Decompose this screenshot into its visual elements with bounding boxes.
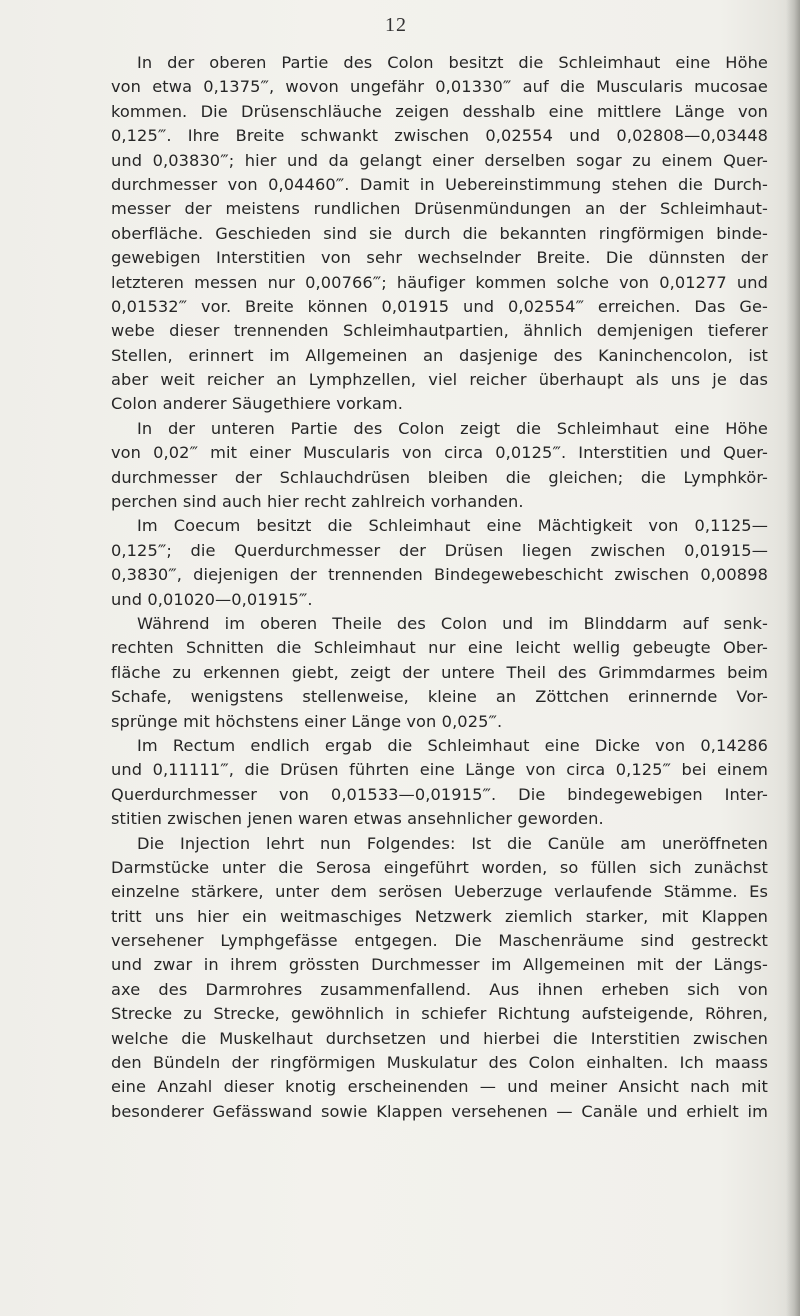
text-line: Während im oberen Theile des Colon und im Blinddarm auf senk- [137,613,768,633]
text-line: axe des Darmrohres zusammenfallend. Aus ihnen erheben sich von [111,979,768,999]
text-line: Im Coecum besitzt die Schleimhaut eine Mächtigkeit von 0,1125— [137,516,768,536]
text-line: 0,01532‴ vor. Breite können 0,01915 und 0,02554‴ erreichen. Das Ge- [111,296,768,316]
text-line: durchmesser von 0,04460‴. Damit in Uebereinstimmung stehen die Durch- [111,174,768,194]
text-line: perchen sind auch hier recht zahlreich vorhanden. [111,492,524,512]
text-line: und 0,11111‴, die Drüsen führten eine Länge von circa 0,125‴ bei einem [111,760,768,780]
text-line: versehener Lymphgefässe entgegen. Die Maschenräume sind gestreckt [111,931,768,951]
text-line: und 0,03830‴; hier und da gelangt einer derselben sogar zu einem Quer- [111,150,768,170]
text-line: rechten Schnitten die Schleimhaut nur eine leicht wellig gebeugte Ober- [111,638,768,658]
text-line: 0,3830‴, diejenigen der trennenden Bindegewebeschicht zwischen 0,00898 [111,565,768,585]
page-edge-shadow [786,0,800,1316]
page-number: 12 [385,14,407,36]
text-line: Querdurchmesser von 0,01533—0,01915‴. Die bindegewebigen Inter- [111,784,768,804]
text-line: sprünge mit höchstens einer Länge von 0,025‴. [111,711,503,731]
text-line: In der oberen Partie des Colon besitzt die Schleimhaut eine Höhe [137,53,768,72]
text-line: und 0,01020—0,01915‴. [111,589,313,609]
text-line: den Bündeln der ringförmigen Muskulatur des Colon einhalten. Ich maass [111,1053,768,1073]
text-line: aber weit reicher an Lymphzellen, viel reicher überhaupt als uns je das [111,370,768,390]
text-line: stitien zwischen jenen waren etwas ansehnlicher geworden. [111,809,604,829]
text-line: Stellen, erinnert im Allgemeinen an dasjenige des Kaninchencolon, ist [111,345,768,365]
text-line: welche die Muskelhaut durchsetzen und hierbei die Interstitien zwischen [111,1028,768,1048]
text-line: letzteren messen nur 0,00766‴; häufiger kommen solche von 0,01277 und [111,272,768,292]
text-line: von etwa 0,1375‴, wovon ungefähr 0,01330‴ auf die Muscularis mucosae [111,77,768,97]
text-line: Colon anderer Säugethiere vorkam. [111,394,404,414]
text-line: durchmesser der Schlauchdrüsen bleiben die gleichen; die Lymphkör- [111,467,768,487]
body-text [111,51,768,1124]
text-line: 0,125‴; die Querdurchmesser der Drüsen liegen zwischen 0,01915— [111,540,768,560]
text-line: Die Injection lehrt nun Folgendes: Ist die Canüle am uneröffneten [137,833,768,853]
text-line: webe dieser trennenden Schleimhautpartien, ähnlich demjenigen tieferer [111,321,768,341]
text-line: kommen. Die Drüsenschläuche zeigen desshalb eine mittlere Länge von [111,101,768,121]
text-line: eine Anzahl dieser knotig erscheinenden — und meiner Ansicht nach mit [111,1077,768,1097]
text-line: messer der meistens rundlichen Drüsenmündungen an der Schleimhaut- [111,199,768,219]
text-line: fläche zu erkennen giebt, zeigt der untere Theil des Grimmdarmes beim [111,662,768,682]
text-line: tritt uns hier ein weitmaschiges Netzwerk ziemlich starker, mit Klappen [111,906,768,926]
text-line: Strecke zu Strecke, gewöhnlich in schiefer Richtung aufsteigende, Röhren, [111,1004,768,1024]
text-line: In der unteren Partie des Colon zeigt die Schleimhaut eine Höhe [137,418,768,438]
text-line: 0,125‴. Ihre Breite schwankt zwischen 0,02554 und 0,02808—0,03448 [111,126,768,146]
text-line: besonderer Gefässwand sowie Klappen versehenen — Canäle und erhielt im [111,1101,768,1121]
text-line: gewebigen Interstitien von sehr wechselnder Breite. Die dünnsten der [111,248,768,268]
text-line: oberfläche. Geschieden sind sie durch die bekannten ringförmigen binde- [111,223,768,243]
text-line: Im Rectum endlich ergab die Schleimhaut eine Dicke von 0,14286 [137,735,768,755]
text-line: und zwar in ihrem grössten Durchmesser im Allgemeinen mit der Längs- [111,955,768,975]
text-line: Schafe, wenigstens stellenweise, kleine an Zöttchen erinnernde Vor- [111,687,768,707]
text-line: einzelne stärkere, unter dem serösen Ueberzuge verlaufende Stämme. Es [111,882,768,902]
text-line: Darmstücke unter die Serosa eingeführt worden, so füllen sich zunächst [111,857,768,877]
text-line: von 0,02‴ mit einer Muscularis von circa 0,0125‴. Interstitien und Quer- [111,443,768,463]
